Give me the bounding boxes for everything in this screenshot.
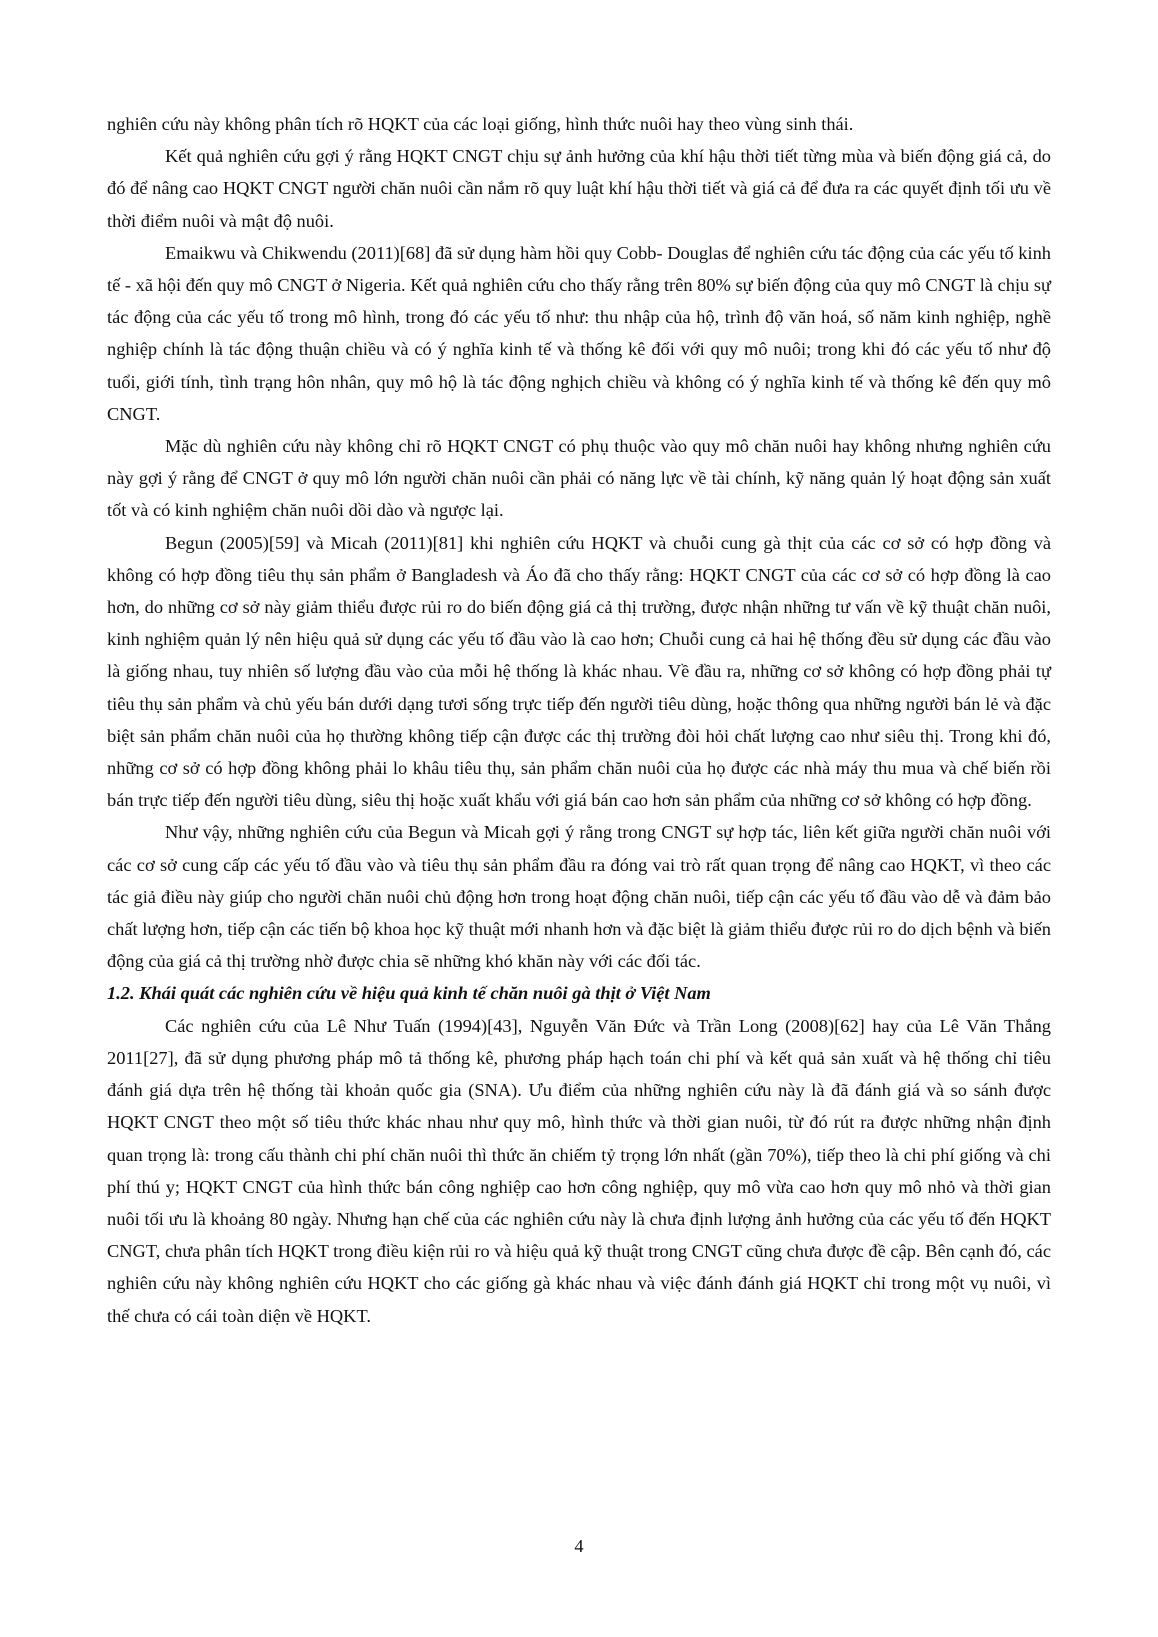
paragraph-continuation: nghiên cứu này không phân tích rõ HQKT của các loại giống, hình thức nuôi hay theo vùng sinh thái. (107, 114, 854, 134)
paragraph-begun-micah: Begun (2005)[59] và Micah (2011)[81] khi nghiên cứu HQKT và chuỗi cung gà thịt của các cơ sở có hợp đồng và không có hợp đồng tiêu thụ sản phẩm ở Bangladesh và Áo đã cho thấy rằng: HQKT CNGT của các cơ sở có hợp đồng là cao hơn, do những cơ sở này giảm thiểu được rủi ro do biến động giá cả thị trường, được nhận những tư vấn về kỹ thuật chăn nuôi, kinh nghiệm quản lý nên hiệu quả sử dụng các yếu tố đầu vào là cao hơn; Chuỗi cung cả hai hệ thống đều sử dụng các đầu vào là giống nhau, tuy nhiên số lượng đầu vào của mỗi hệ thống là khác nhau. Về đầu ra, những cơ sở không có hợp đồng phải tự tiêu thụ sản phẩm và chủ yếu bán dưới dạng tươi sống trực tiếp đến người tiêu dùng, hoặc thông qua những người bán lẻ và đặc biệt sản phẩm chăn nuôi của họ thường không tiếp cận được các thị trường đòi hỏi chất lượng cao như siêu thị. Trong khi đó, những cơ sở có hợp đồng không phải lo khâu tiêu thụ, sản phẩm chăn nuôi của họ được các nhà máy thu mua và chế biến rồi bán trực tiếp đến người tiêu dùng, siêu thị hoặc xuất khẩu với giá bán cao hơn sản phẩm của những cơ sở không có hợp đồng. (107, 532, 1051, 811)
paragraph-weather-price: Kết quả nghiên cứu gợi ý rằng HQKT CNGT chịu sự ảnh hưởng của khí hậu thời tiết từng mùa và biến động giá cả, do đó để nâng cao HQKT CNGT người chăn nuôi cần nắm rõ quy luật khí hậu thời tiết và giá cả để đưa ra các quyết định tối ưu về thời điểm nuôi và mật độ nuôi. (107, 146, 1051, 231)
page-number: 4 (574, 1536, 584, 1556)
paragraph-cooperation: Như vậy, những nghiên cứu của Begun và Micah gợi ý rằng trong CNGT sự hợp tác, liên kết giữa người chăn nuôi với các cơ sở cung cấp các yếu tố đầu vào và tiêu thụ sản phẩm đầu ra đóng vai trò rất quan trọng để nâng cao HQKT, vì theo các tác giả điều này giúp cho người chăn nuôi chủ động hơn trong hoạt động chăn nuôi, tiếp cận các yếu tố đầu vào dễ và đảm bảo chất lượng hơn, tiếp cận các tiến bộ khoa học kỹ thuật mới nhanh hơn và đặc biệt là giảm thiểu được rủi ro do dịch bệnh và biến động của giá cả thị trường nhờ được chia sẽ những khó khăn này với các đối tác. (107, 822, 1051, 972)
paragraph-emaikwu-chikwendu: Emaikwu và Chikwendu (2011)[68] đã sử dụng hàm hồi quy Cobb- Douglas để nghiên cứu tác động của các yếu tố kinh tế - xã hội đến quy mô CNGT ở Nigeria. Kết quả nghiên cứu cho thấy rằng trên 80% sự biến động của quy mô CNGT là chịu sự tác động của các yếu tố trong mô hình, trong đó các yếu tố như: thu nhập của hộ, trình độ văn hoá, số năm kinh nghiệp, nghề nghiệp chính là tác động thuận chiều và có ý nghĩa kinh tế và thống kê đối với quy mô nuôi; trong khi đó các yếu tố như độ tuổi, giới tính, tình trạng hôn nhân, quy mô hộ là tác động nghịch chiều và không có ý nghĩa kinh tế và thống kê đến quy mô CNGT. (107, 242, 1051, 424)
section-heading: 1.2. Khái quát các nghiên cứu về hiệu quả kinh tế chăn nuôi gà thịt ở Việt Nam (107, 983, 711, 1004)
document-body (107, 108, 1051, 1332)
paragraph-vietnam-studies: Các nghiên cứu của Lê Như Tuấn (1994)[43], Nguyễn Văn Đức và Trần Long (2008)[62] hay của Lê Văn Thắng 2011[27], đã sử dụng phương pháp mô tả thống kê, phương pháp hạch toán chi phí và kết quả sản xuất và hệ thống chỉ tiêu đánh giá dựa trên hệ thống tài khoản quốc gia (SNA). Ưu điểm của những nghiên cứu này là đã đánh giá và so sánh được HQKT CNGT theo một số tiêu thức khác nhau như quy mô, hình thức và thời gian nuôi, từ đó rút ra được những nhận định quan trọng là: trong cấu thành chi phí chăn nuôi thì thức ăn chiếm tỷ trọng lớn nhất (gần 70%), tiếp theo là chi phí giống và chi phí thú y; HQKT CNGT của hình thức bán công nghiệp cao hơn công nghiệp, quy mô vừa cao hơn quy mô nhỏ và thời gian nuôi tối ưu là khoảng 80 ngày. Nhưng hạn chế của các nghiên cứu này là chưa định lượng ảnh hưởng của các yếu tố đến HQKT CNGT, chưa phân tích HQKT trong điều kiện rủi ro và hiệu quả kỹ thuật trong CNGT cũng chưa được đề cập. Bên cạnh đó, các nghiên cứu này không nghiên cứu HQKT cho các giống gà khác nhau và việc đánh đánh giá HQKT chỉ trong một vụ nuôi, vì thế chưa có cái toàn diện về HQKT. (107, 1015, 1051, 1326)
paragraph-scale-suggestion: Mặc dù nghiên cứu này không chỉ rõ HQKT CNGT có phụ thuộc vào quy mô chăn nuôi hay không nhưng nghiên cứu này gợi ý rằng để CNGT ở quy mô lớn người chăn nuôi cần phải có năng lực về tài chính, kỹ năng quản lý hoạt động sản xuất tốt và có kinh nghiệm chăn nuôi dồi dào và ngược lại. (107, 436, 1051, 521)
